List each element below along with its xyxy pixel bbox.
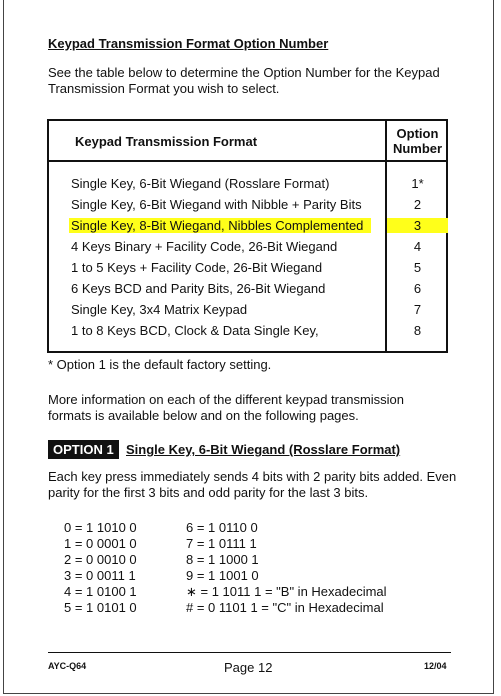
format-table — [47, 119, 448, 353]
table-row — [49, 196, 446, 214]
row-number: 5 — [413, 260, 422, 275]
code-left: 0 = 1 1010 0 — [64, 520, 137, 535]
table-row — [49, 322, 446, 340]
table-header-option-line2: Number — [392, 141, 443, 156]
code-table — [64, 520, 424, 616]
row-format: 6 Keys BCD and Parity Bits, 26-Bit Wiegand — [71, 281, 326, 296]
code-line — [64, 520, 424, 536]
code-line — [64, 600, 424, 616]
row-number: 3 — [387, 218, 448, 233]
footer-divider — [48, 652, 451, 653]
section-heading: Keypad Transmission Format Option Number — [48, 36, 329, 51]
code-line — [64, 584, 424, 600]
option-title: Single Key, 6-Bit Wiegand (Rosslare Format) — [126, 442, 401, 457]
code-left: 1 = 0 0001 0 — [64, 536, 137, 551]
table-row-highlighted — [49, 217, 446, 235]
row-format: Single Key, 3x4 Matrix Keypad — [71, 302, 248, 317]
code-left: 2 = 0 0010 0 — [64, 552, 137, 567]
row-number: 8 — [413, 323, 422, 338]
code-line — [64, 552, 424, 568]
table-divider-horizontal — [49, 160, 446, 162]
code-right: ∗ = 1 1011 1 = "B" in Hexadecimal — [186, 584, 387, 599]
table-header-option-line1: Option — [396, 126, 439, 141]
code-left: 5 = 1 0101 0 — [64, 600, 137, 615]
row-number: 7 — [413, 302, 422, 317]
code-line — [64, 568, 424, 584]
footer-date: 12/04 — [424, 661, 447, 671]
footer-document-code: AYC-Q64 — [48, 661, 87, 671]
footer-page-number: Page 12 — [224, 660, 273, 675]
row-format: 4 Keys Binary + Facility Code, 26-Bit Wiegand — [71, 239, 338, 254]
row-format: 1 to 5 Keys + Facility Code, 26-Bit Wiegand — [71, 260, 323, 275]
row-number: 4 — [413, 239, 422, 254]
footnote: * Option 1 is the default factory setting. — [48, 357, 272, 372]
table-row — [49, 238, 446, 256]
code-left: 4 = 1 0100 1 — [64, 584, 137, 599]
code-right: # = 0 1101 1 = "C" in Hexadecimal — [186, 600, 384, 615]
row-number: 2 — [413, 197, 422, 212]
code-line — [64, 536, 424, 552]
row-number: 6 — [413, 281, 422, 296]
table-row — [49, 280, 446, 298]
table-header-option — [387, 126, 448, 156]
code-right: 9 = 1 1001 0 — [186, 568, 259, 583]
option-badge: OPTION 1 — [48, 440, 119, 459]
table-row — [49, 259, 446, 277]
more-info-paragraph: More information on each of the different keypad transmission formats is available below and on the following pages. — [48, 392, 405, 423]
row-number: 1* — [411, 176, 424, 191]
intro-paragraph: See the table below to determine the Option Number for the Keypad Transmission Format you wish to select. — [48, 65, 440, 96]
code-right: 7 = 1 0111 1 — [186, 536, 257, 551]
code-right: 8 = 1 1000 1 — [186, 552, 259, 567]
option-description: Each key press immediately sends 4 bits with 2 parity bits added. Even parity for the first 3 bits and odd parity for the last 3 bits. — [48, 469, 457, 500]
code-left: 3 = 0 0011 1 — [64, 568, 136, 583]
row-format: Single Key, 6-Bit Wiegand with Nibble + Parity Bits — [71, 197, 362, 212]
table-row — [49, 175, 446, 193]
code-right: 6 = 1 0110 0 — [186, 520, 258, 535]
table-row — [49, 301, 446, 319]
row-format: 1 to 8 Keys BCD, Clock & Data Single Key, — [71, 323, 319, 338]
row-format: Single Key, 6-Bit Wiegand (Rosslare Format) — [71, 176, 330, 191]
table-header-format: Keypad Transmission Format — [75, 134, 258, 149]
row-format: Single Key, 8-Bit Wiegand, Nibbles Complemented — [69, 218, 371, 233]
